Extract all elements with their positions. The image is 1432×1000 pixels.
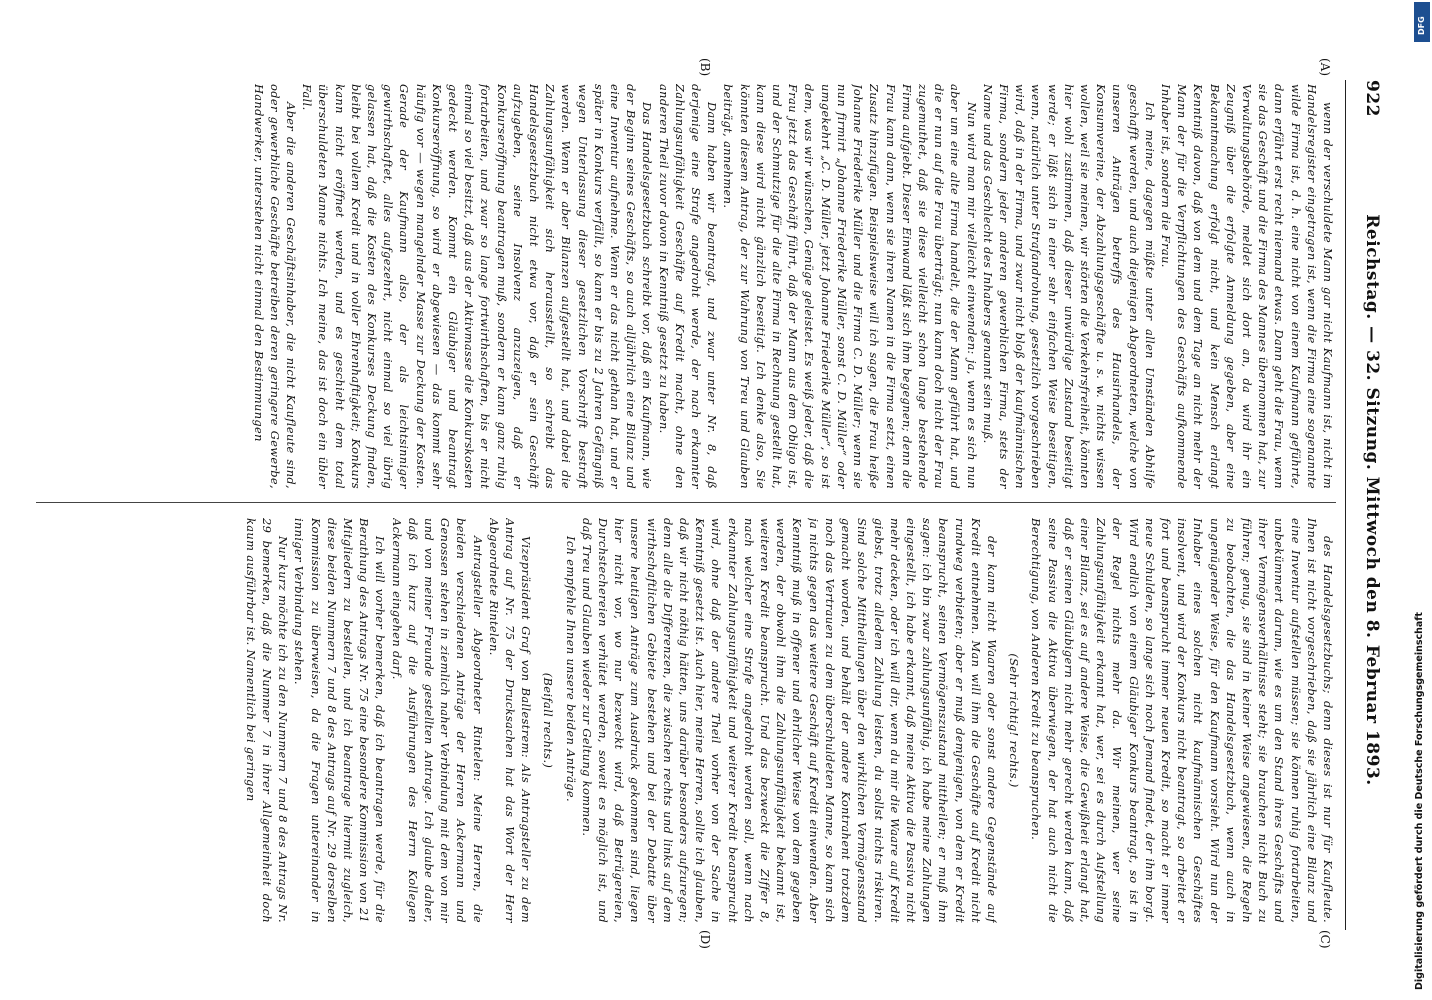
- paragraph: Dann haben wir beantragt, und zwar unter Nr. 8, daß derjenige eine Strafe angedroht werde, der nach erkannter Zahlungsunfähigkeit Geschäfte auf Kredit macht, ohne den anderen Theil zuvor davon in Kenntniß gesetzt zu haben.: [656, 84, 720, 489]
- left-column: [36, 84, 1336, 489]
- margin-mark-d: (D): [698, 930, 712, 949]
- column-divider: [36, 502, 1336, 503]
- document-page: [0, 50, 1392, 950]
- paragraph: Nun wird man mir vielleicht einwenden: ja, wenn es sich nun aber um eine alte Firma handelt, die der Mann geführt hat, und die er nun auf die Frau überträgt; nun kann doch nicht der Frau zugemuthet, daß sie diese vielleicht schon lange bestehende Firma aufgiebt. Dieser Einwand läßt sich ihm begegnen; denn die Frau kann dann, wenn sie ihren Namen in die Firma setzt, einen Zusatz hinzufügen. Beispielsweise will ich sagen, die Frau heiße Johanne Friederike Müller und die Firma C. D. Müller; wenn sie nun firmirt „Johanne Friederike Müller, sonst C. D. Müller“ oder umgekehrt „C. D. Müller, jetzt Johanne Friederike Müller“, so ist dem, was wir wünschen, Genüge geleistet. Es weiß jeder, daß die Frau jetzt das Geschäft führt, daß der Mann aus dem Obligo ist, und der Schmutzige für die alte Firma in Rechnung gestellt hat, kann diese wird nicht gänzlich beseitigt. Ich denke also, Sie könnten diesem Antrag, der zur Wahrung von Treu und Glauben beiträgt, annehmen.: [721, 84, 979, 489]
- paragraph: Antragsteller Abgeordneter Rintelen: Meine Herren, die beiden verschiedenen Anträge der Herren Ackermann und Genossen stehen in ziemlich naher Verbindung mit dem von mir und von meiner Freunde gestellten Antrage. Ich glaube daher, daß ich kurz auf die Ausführungen des Herrn Kollegen Ackermann eingehen darf.: [389, 518, 485, 923]
- paragraph: des Handelsgesetzbuchs; denn dieses ist nur für Kaufleute. Ihnen ist nicht vorgeschrieben, daß sie jährlich eine Bilanz und eine Inventur aufstellen müssen; sie können ruhig fortarbeiten, unbekümmert darum, wie es um den Stand ihres Geschäfts und ihrer Vermögensverhältnisse steht; sie brauchen nicht Buch zu führen; genug, sie sind in keiner Weise angewiesen, die Regeln zu beobachten, die das Handelsgesetzbuch, wenn auch in ungenügender Weise, für den Kaufmann vorsieht. Wird nun der Inhaber eines solchen nicht kaufmännischen Geschäftes insolvent, und wird der Konkurs nicht beantragt, so arbeitet er fort und beansprucht immer neuen Kredit, so macht er immer neue Schulden, so lange sich noch Jemand findet, der ihm borgt. Wird endlich von einem Gläubiger Konkurs beantragt, so ist in der Regel nichts mehr da. Wir meinen, wer seine Zahlungsunfähigkeit erkannt hat, wer, sei es durch Aufstellung einer Bilanz, sei es auf andere Weise, die Gewißheit erlangt hat, daß er seinen Gläubigern nicht mehr gerecht werden kann, daß seine Passiva die Aktiva überwiegen, der hat auch nicht die Berechtigung, von Anderen Kredit zu beanspruchen.: [1029, 518, 1335, 923]
- header-rule: [1345, 80, 1346, 930]
- paragraph: Ich meine, dagegen müßte unter allen Umständen Abhilfe geschafft werden, und auch diejenigen Abgeordneten, welche von unseren Anträgen betreffs des Hausirhandels, der Konsumvereine, der Abzahlungsgeschäfte u. s. w. nichts wissen wollen, weil sie meinen, wir störten die Verkehrsfreiheit, könnten hier wohl zustimmen, daß dieser unwürdige Zustand beseitigt werde; er läßt sich in einer sehr einfachen Weise beseitigen, wenn, natürlich unter Strafandrohung, gesetzlich vorgeschrieben wird, daß in der Firma, und zwar nicht bloß der kaufmännischen Firma, sondern jeder anderen gewerblichen Firma, stets der Name und das Geschlecht des Inhabers genannt sein muß.: [980, 84, 1157, 489]
- page-number: 922: [1362, 80, 1382, 117]
- interjection: (Sehr richtig! rechts.): [1007, 653, 1022, 788]
- margin-mark-a: (A): [1318, 58, 1332, 77]
- paragraph: Nur kurz möchte ich zu den Nummern 7 und 8 des Antrags Nr. 29 bemerken, daß die Nummer 7 in ihrer Allgemeinheit doch kaum ausführbar ist. Namentlich bei geringen: [243, 518, 291, 923]
- right-column: [36, 518, 1336, 923]
- page-header: [1352, 80, 1392, 930]
- paragraph: der kann nicht Waaren oder sonst andere Gegenstände auf Kredit entnehmen. Man will ihm die Geschäfte auf Kredit nicht rundweg verbieten; aber er muß demjenigen, von dem er Kredit beansprucht, seinen Vermögenszustand mittheilen; er muß ihm sagen: ich bin zwar zahlungsunfähig, ich habe meine Zahlungen eingestellt, ich habe erkannt, daß meine Aktiva die Passiva nicht mehr decken, oder ich will dir, wenn du mir die Waare auf Kredit giebst, trotz alledem Zahlung leisten, du sollst nichts riskiren. Sind solche Mittheilungen über den wirklichen Vermögensstand gemacht worden, und behält der andere Kontrahent trotzdem noch das Vertrauen zu dem überschuldeten Manne, so kann sich ja nichts gegen das weitere Geschäft auf Kredit einwenden. Aber Kenntniß muß in offener und ehrlicher Weise von dem gegeben werden, der obwohl ihm die Zahlungsunfähigkeit bekannt ist, weiteren Kredit beansprucht. Und das bezweckt die Ziffer 8, nach welcher eine Strafe angedroht werden soll, wenn nach erkannter Zahlungsunfähigkeit und weiterer Kredit beansprucht wird, ohne daß der andere Theil vorher von der Sache in Kenntniß gesetzt ist. Auch hier, meine Herren, sollte ich glauben, daß wir nicht nöthig hätten, uns darüber besonders aufzuregen; denn alle die Differenzen, die zwischen rechts und links auf dem wirthschaftlichen Gebiete bestehen und bei der Debatte über unsere heutigen Anträge zum Ausdruck gekommen sind, liegen hier nicht vor, wo nur bezweckt wird, daß Betrügereien, Durchstechereien verhütet werden, soweit es möglich ist, und daß Treu und Glauben wieder zur Geltung kommen.: [579, 518, 999, 923]
- paragraph: Vizepräsident Graf von Ballestrem: Als Antragsteller zu dem Antrag auf Nr. 75 der Drucksachen hat das Wort der Herr Abgeordnete Rintelen.: [486, 518, 534, 923]
- paragraph: Ich will vorher bemerken, daß ich beantragen werde, für die Berathung des Antrags Nr. 75 eine besondere Kommission von 21 Mitgliedern zu bestellen, und ich beantrage hiermit zugleich, diese beiden Nummern 7 und 8 des Antrags auf Nr. 29 derselben Kommission zu überweisen, da die Fragen untereinander in inniger Verbindung stehen.: [292, 518, 388, 923]
- dfg-logo: [1414, 2, 1430, 42]
- margin-mark-c: (C): [1318, 930, 1332, 949]
- digitization-credit: [1412, 0, 1432, 1000]
- session-title: Reichstag. — 32. Sitzung. Mittwoch den 8. Februar 1893.: [1362, 214, 1382, 786]
- margin-mark-b: (B): [698, 58, 712, 77]
- paragraph: Ich empfehle Ihnen unsere beiden Anträge.: [563, 536, 578, 802]
- paragraph: Aber die anderen Geschäftsinhaber, die nicht Kaufleute sind, oder gewerbliche Geschäfte betreiben deren geringere Gewerbe, Handwerker, unterstehen nicht einmal den Bestimmungen: [251, 84, 298, 489]
- paragraph: Das Handelsgesetzbuch schreibt vor, daß ein Kaufmann, wie der Beginn seines Geschäfts, so auch alljährlich eine Bilanz und eine Inventur aufnehme. Wenn er das nicht gethan hat, und er später in Konkurs verfällt, so kann er bis zu 2 Jahren Gefängniß wegen Unterlassung dieser gesetzlichen Vorschrift bestraft werden. Wenn er aber Bilanzen aufgestellt hat, und dabei die Zahlungsunfähigkeit sich herausstellt, so schreibt das Handelsgesetzbuch nicht etwa vor, daß er sein Geschäft aufzugeben, seine Insolvenz anzuzeigen, daß er Konkurseröffnung beantragen muß, sondern er kann ganz ruhig fortarbeiten, und zwar so lange fortwirthschaften, bis er nicht einmal so viel besitzt, daß aus der Aktivmasse die Konkurskosten gedeckt werden. Kommt ein Gläubiger und beantragt Konkurseröffnung, so wird er abgewiesen — das kommt sehr häufig vor — wegen mangelnder Masse zur Deckung der Kosten. Gerade der Kaufmann also, der als leichtsinniger gewirthschaftet, alles aufgezehrt, nicht einmal so viel übrig gelassen hat, daß die Kosten des Konkurses Deckung finden, bleibt bei vollem Kredit und in voller Ehrenhaftigkeit; Konkurs kann nicht eröffnet werden, und es geschieht dem total überschuldeten Manne nichts. Ich meine, das ist doch ein übler Fall.: [300, 84, 655, 489]
- dfg-logo-text: DFG: [1417, 16, 1426, 35]
- credit-text: Digitalisierung gefördert durch die Deutsche Forschungsgemeinschaft: [1414, 612, 1425, 990]
- paragraph: wenn der verschuldete Mann gar nicht Kaufmann ist, nicht im Handelsregister eingetragen ist, wenn die Firma eine sogenannte wilde Firma ist, d. h. eine nicht von einem Kaufmann geführte, dann erfährt erst recht niemand etwas. Dann geht die Frau, wenn sie das Geschäft und die Firma des Mannes übernommen hat, zur Verwaltungsbehörde, meldet sich dort an, da wird ihr ein Zeugniß über die erfolgte Anmeldung gegeben, aber eine Bekanntmachung erfolgt nicht, und kein Mensch erlangt Kenntniß davon, daß von dem und dem Tage an nicht mehr der Mann der für die Verpflichtungen des Geschäfts aufkommende Inhaber ist, sondern die Frau.: [1158, 84, 1335, 489]
- interjection: (Beifall rechts.): [541, 672, 556, 769]
